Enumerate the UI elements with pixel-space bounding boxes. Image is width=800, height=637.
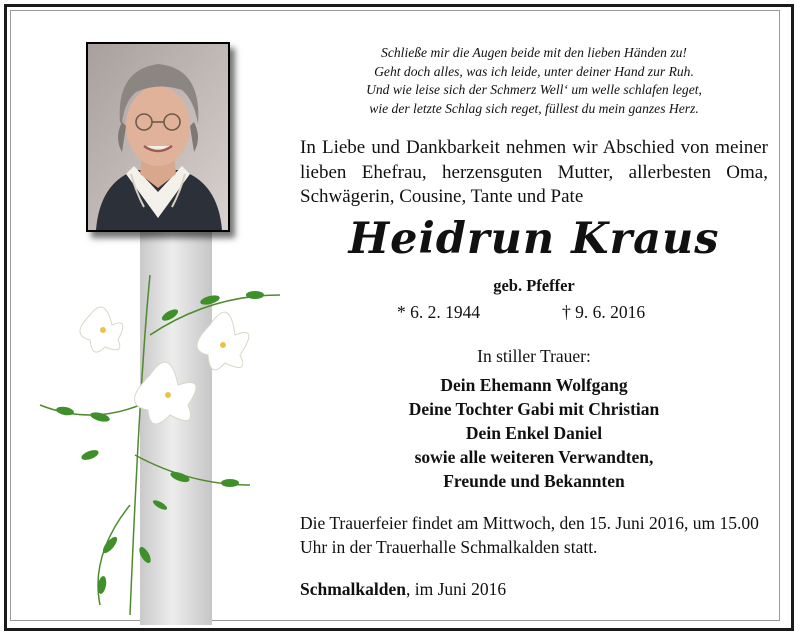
poem-line: Geht doch alles, was ich leide, unter deiner Hand zur Ruh. bbox=[374, 63, 694, 79]
place-name: Schmalkalden bbox=[300, 579, 406, 599]
lily-flower-decoration bbox=[30, 255, 295, 625]
mourner-line: Freunde und Bekannten bbox=[443, 471, 625, 491]
mourning-heading: In stiller Trauer: bbox=[477, 346, 591, 366]
poem-line: Und wie leise sich der Schmerz Well‘ um welle schlafen leget, bbox=[366, 82, 702, 98]
poem-line: Schließe mir die Augen beide mit den lieben Händen zu! bbox=[381, 45, 687, 60]
deceased-name: Heidrun Kraus bbox=[348, 214, 720, 264]
mourner-line: Dein Enkel Daniel bbox=[465, 423, 603, 443]
mourners-list bbox=[300, 373, 768, 493]
poem-line: wie der letzte Schlag sich reget, füllest du mein ganzes Herz. bbox=[369, 101, 699, 117]
portrait-photo bbox=[86, 42, 230, 232]
birth-name: geb. Pfeffer bbox=[493, 276, 575, 295]
place-date-line bbox=[300, 579, 768, 600]
mourner-line: Dein Ehemann Wolfgang bbox=[440, 375, 628, 395]
funeral-notice: Die Trauerfeier findet am Mittwoch, den 15. Juni 2016, um 15.00 Uhr in der Trauerhalle Schmalkalden statt. bbox=[300, 513, 759, 557]
death-date: † 9. 6. 2016 bbox=[562, 302, 646, 322]
mourner-line: Deine Tochter Gabi mit Christian bbox=[408, 399, 660, 419]
poem bbox=[300, 44, 768, 119]
date-text: , im Juni 2016 bbox=[406, 579, 507, 599]
birth-date: * 6. 2. 1944 bbox=[397, 302, 481, 322]
mourner-line: sowie alle weiteren Verwandten, bbox=[414, 447, 654, 467]
farewell-intro: In Liebe und Dankbarkeit nehmen wir Abschied von meiner lieben Ehefrau, herzensguten Mutter, allerbesten Oma, Schwägerin, Cousine, Tante und Pate bbox=[300, 137, 768, 207]
